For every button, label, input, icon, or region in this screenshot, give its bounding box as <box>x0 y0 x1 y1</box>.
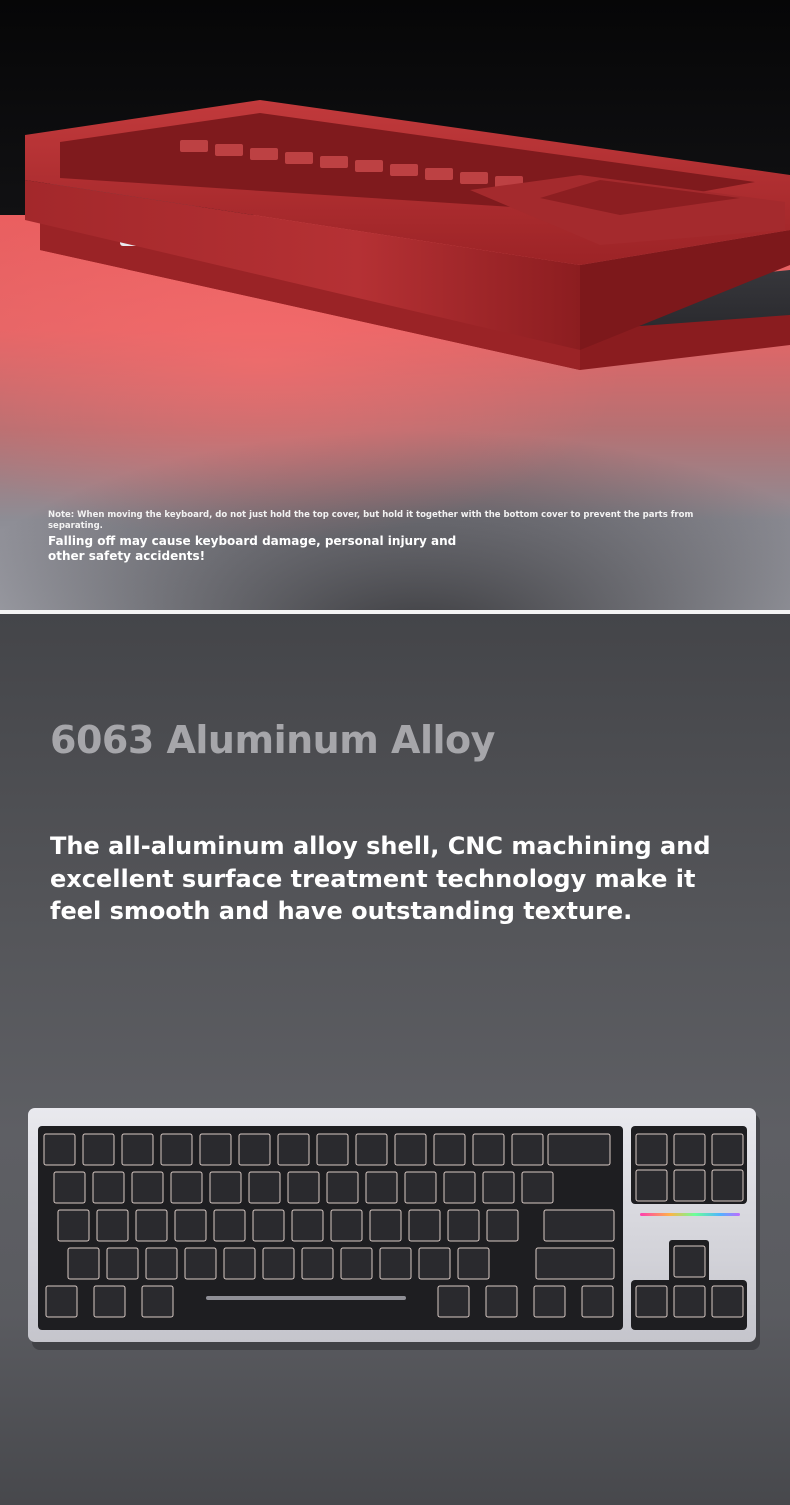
handling-note: Note: When moving the keyboard, do not just hold the top cover, but hold it together with the bottom cover to prevent the parts from separating. <box>48 510 694 531</box>
switch-socket <box>185 1248 216 1279</box>
red-keyboard-case-image <box>0 80 790 370</box>
switch-socket <box>175 1210 206 1241</box>
switch-socket <box>366 1172 397 1203</box>
switch-socket <box>200 1134 231 1165</box>
switch-socket <box>582 1286 613 1317</box>
switch-socket <box>434 1134 465 1165</box>
switch-socket <box>486 1286 517 1317</box>
switch-socket <box>458 1248 489 1279</box>
switch-socket <box>302 1248 333 1279</box>
switch-socket <box>210 1172 241 1203</box>
switch-socket <box>636 1134 667 1165</box>
switch-socket <box>487 1210 518 1241</box>
switch-socket <box>341 1248 372 1279</box>
switch-socket <box>674 1246 705 1277</box>
switch-socket <box>278 1134 309 1165</box>
switch-socket <box>253 1210 284 1241</box>
material-heading: 6063 Aluminum Alloy <box>50 718 495 762</box>
switch-socket <box>356 1134 387 1165</box>
switch-socket <box>674 1170 705 1201</box>
switch-socket <box>712 1134 743 1165</box>
rgb-light-strip <box>640 1213 740 1216</box>
switch-socket <box>327 1172 358 1203</box>
safety-warning: Falling off may cause keyboard damage, personal injury and other safety accidents! <box>48 534 457 563</box>
switch-socket <box>58 1210 89 1241</box>
switch-socket <box>370 1210 401 1241</box>
switch-socket <box>171 1172 202 1203</box>
switch-socket <box>132 1172 163 1203</box>
switch-socket <box>536 1248 614 1279</box>
switch-socket <box>46 1286 77 1317</box>
switch-socket <box>161 1134 192 1165</box>
switch-socket <box>94 1286 125 1317</box>
switch-socket <box>97 1210 128 1241</box>
switch-socket <box>93 1172 124 1203</box>
switch-socket <box>409 1210 440 1241</box>
switch-socket <box>483 1172 514 1203</box>
switch-socket <box>292 1210 323 1241</box>
switch-socket <box>136 1210 167 1241</box>
switch-socket <box>512 1134 543 1165</box>
switch-socket <box>44 1134 75 1165</box>
switch-socket <box>68 1248 99 1279</box>
switch-socket <box>249 1172 280 1203</box>
switch-socket <box>636 1170 667 1201</box>
switch-socket <box>122 1134 153 1165</box>
switch-socket <box>146 1248 177 1279</box>
material-description: The all-aluminum alloy shell, CNC machining and excellent surface treatment technology make it feel smooth and have outstanding texture. <box>50 832 711 925</box>
switch-socket <box>107 1248 138 1279</box>
switch-socket <box>674 1286 705 1317</box>
switch-socket <box>444 1172 475 1203</box>
switch-socket <box>522 1172 553 1203</box>
silver-keyboard-image <box>28 1108 760 1350</box>
switch-socket <box>712 1170 743 1201</box>
switch-socket <box>473 1134 504 1165</box>
switch-socket <box>395 1134 426 1165</box>
switch-socket <box>83 1134 114 1165</box>
switch-socket <box>224 1248 255 1279</box>
switch-socket <box>380 1248 411 1279</box>
spacebar-stabilizer <box>206 1296 406 1300</box>
switch-socket <box>214 1210 245 1241</box>
switch-socket <box>317 1134 348 1165</box>
switch-socket <box>331 1210 362 1241</box>
switch-socket <box>448 1210 479 1241</box>
switch-socket <box>674 1134 705 1165</box>
switch-socket <box>288 1172 319 1203</box>
switch-socket <box>636 1286 667 1317</box>
switch-socket <box>712 1286 743 1317</box>
switch-socket <box>263 1248 294 1279</box>
product-material-section <box>0 614 790 1505</box>
product-hero-red-case <box>0 0 790 610</box>
switch-socket <box>419 1248 450 1279</box>
switch-socket <box>54 1172 85 1203</box>
switch-socket <box>548 1134 610 1165</box>
switch-socket <box>405 1172 436 1203</box>
switch-socket <box>544 1210 614 1241</box>
switch-socket <box>239 1134 270 1165</box>
switch-socket <box>142 1286 173 1317</box>
switch-socket <box>438 1286 469 1317</box>
switch-socket <box>534 1286 565 1317</box>
